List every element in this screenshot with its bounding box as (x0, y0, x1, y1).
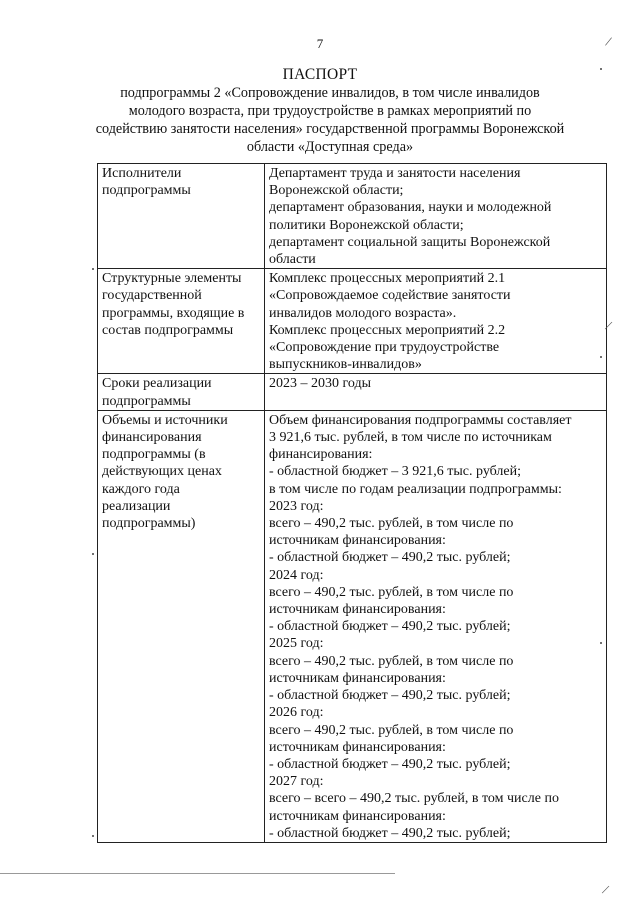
row-value-line: источникам финансирования: (269, 602, 446, 618)
row-label-line: каждого года (102, 481, 180, 497)
row-value-line: политики Воронежской области; (269, 217, 464, 233)
row-label-line: подпрограммы (102, 183, 191, 199)
row-value-line: - областной бюджет – 3 921,6 тыс. рублей; (269, 464, 521, 480)
row-label-line: Объемы и источники (102, 412, 228, 428)
row-label-line: программы, входящие в (102, 305, 245, 321)
row-value-line: 2023 – 2030 годы (269, 376, 372, 392)
row-value-line: области (269, 252, 316, 268)
row-value-line: Комплекс процессных мероприятий 2.2 (269, 322, 506, 338)
row-value-line: всего – всего – 490,2 тыс. рублей, в том числе по (269, 791, 559, 807)
row-label-line: финансирования (102, 430, 202, 446)
subtitle-line: подпрограммы 2 «Сопровождение инвалидов, в том числе инвалидов (120, 85, 540, 101)
subtitle-line: содействию занятости населения» государственной программы Воронежской (95, 121, 565, 137)
scan-dot (600, 356, 602, 358)
scan-mark: / (600, 882, 611, 899)
row-value-line: источникам финансирования: (269, 670, 446, 686)
row-label-line: Структурные элементы (102, 271, 242, 287)
row-value-line: - областной бюджет – 490,2 тыс. рублей; (269, 756, 511, 772)
scan-dot (92, 268, 94, 270)
row-value-line: Департамент труда и занятости населения (269, 166, 521, 181)
document-subtitle (95, 84, 565, 156)
row-value-line: Комплекс процессных мероприятий 2.1 (269, 271, 506, 287)
row-value-cell (265, 269, 607, 374)
row-label-cell (98, 164, 265, 269)
row-value-line: всего – 490,2 тыс. рублей, в том числе по (269, 653, 514, 669)
row-value-line: 2025 год: (269, 636, 324, 652)
row-value-line: всего – 490,2 тыс. рублей, в том числе по (269, 516, 514, 532)
row-value-line: выпускников-инвалидов» (269, 357, 422, 373)
row-label-line: подпрограммы (в (102, 447, 206, 463)
row-label-line: Исполнители (102, 166, 182, 181)
row-value-line: источникам финансирования: (269, 739, 446, 755)
row-value-line: инвалидов молодого возраста». (269, 305, 457, 321)
table-row (98, 374, 607, 410)
row-value-cell (265, 164, 607, 269)
row-value-cell (265, 374, 607, 410)
row-value-line: - областной бюджет – 490,2 тыс. рублей; (269, 825, 511, 841)
row-value-line: Воронежской области; (269, 183, 404, 199)
row-value-line: департамент образования, науки и молодежной (269, 200, 552, 216)
subtitle-line: области «Доступная среда» (246, 139, 414, 155)
row-value-line: Объем финансирования подпрограммы составляет (269, 412, 572, 428)
row-value-line: источникам финансирования: (269, 533, 446, 549)
subtitle-line: молодого возраста, при трудоустройстве в рамках мероприятий по (128, 103, 532, 119)
scan-dot (600, 68, 602, 70)
row-value-line: - областной бюджет – 490,2 тыс. рублей; (269, 550, 511, 566)
row-value-line: 3 921,6 тыс. рублей, в том числе по источникам (269, 430, 552, 446)
row-value-line: всего – 490,2 тыс. рублей, в том числе по (269, 722, 514, 738)
scan-dot (92, 835, 94, 837)
table-row (98, 164, 607, 269)
row-label-line: подпрограммы (102, 393, 191, 409)
table-row (98, 410, 607, 842)
row-value-line: 2023 год: (269, 498, 324, 514)
row-label-line: состав подпрограммы (102, 322, 234, 338)
row-label-line: действующих ценах (102, 464, 222, 480)
row-value-line: «Сопровождаемое содействие занятости (269, 288, 511, 304)
page-number: 7 (316, 36, 324, 51)
row-value-line: финансирования: (269, 447, 373, 463)
row-label-line: подпрограммы) (102, 516, 196, 532)
row-value-line: департамент социальной защиты Воронежской (269, 234, 551, 250)
row-label-cell (98, 269, 265, 374)
document-title: ПАСПОРТ (282, 66, 358, 83)
passport-table (97, 163, 607, 843)
row-value-line: источникам финансирования: (269, 808, 446, 824)
row-label-cell (98, 374, 265, 410)
table-row (98, 269, 607, 374)
row-label-cell (98, 410, 265, 842)
row-value-line: в том числе по годам реализации подпрограммы: (269, 481, 562, 497)
row-value-line: всего – 490,2 тыс. рублей, в том числе по (269, 584, 514, 600)
scan-dot (92, 553, 94, 555)
row-value-line: - областной бюджет – 490,2 тыс. рублей; (269, 688, 511, 704)
passport-table-body (98, 164, 607, 843)
row-label-line: реализации (102, 498, 171, 514)
row-label-line: Сроки реализации (102, 376, 212, 392)
row-value-line: 2024 год: (269, 567, 324, 583)
bottom-rule (0, 873, 395, 874)
row-value-line: 2026 год: (269, 705, 324, 721)
scan-mark: / (603, 34, 613, 51)
scan-mark: / (603, 318, 614, 335)
row-value-line: 2027 год: (269, 774, 324, 790)
scan-dot (600, 642, 602, 644)
row-value-line: - областной бюджет – 490,2 тыс. рублей; (269, 619, 511, 635)
row-value-cell (265, 410, 607, 842)
row-label-line: государственной (102, 288, 202, 304)
row-value-line: «Сопровождение при трудоустройстве (269, 340, 500, 356)
